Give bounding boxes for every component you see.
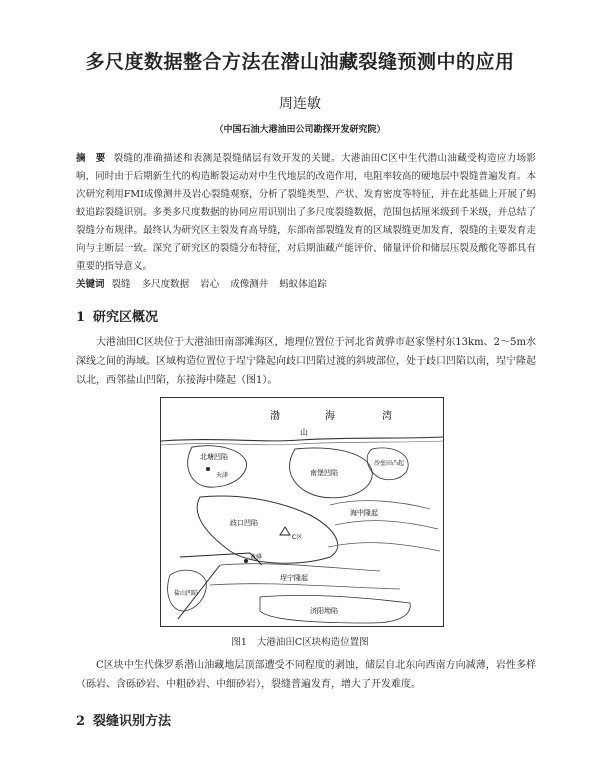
label-jiyang: 济阳坳陷 [310,607,338,615]
label-shaleitian: 沙垒田凸起 [374,460,405,467]
figure-caption [0,634,600,648]
section1-paragraph-2: C区块中生代侏罗系潜山油藏地层顶部遭受不同程度的剥蚀，储层自北东向西南方向减薄，岩性多样（砾岩、含砾砂岩、中粗砂岩、中细砂岩），裂缝普遍发育，增大了开发难度。 [76,660,536,690]
label-haizhong: 海中隆起 [350,509,378,517]
label-shan: 山 [300,428,308,437]
keyword: 多尺度数据 [141,279,190,290]
section-number: 1 [76,310,86,325]
keyword: 成像测井 [230,279,269,290]
structure-map [160,397,444,627]
abstract [76,150,536,276]
label-tianjin: 天津 [216,472,229,479]
section-title: 裂缝识别方法 [93,714,172,729]
keywords [76,276,536,290]
keywords-label: 关键词 [76,279,105,290]
affiliation: （中国石油大港油田公司勘探开发研究院） [214,125,386,135]
label-czone: C区 [292,534,303,541]
section-number: 2 [76,714,86,729]
abstract-label: 摘 要 [76,153,106,164]
section1-paragraph: 大港油田C区块位于大港油田南部滩海区，地理位置位于河北省黄骅市赵家堡村东13km、2～5m水深线之间的海域。区域构造位置位于埕宁隆起向歧口凹陷过渡的斜坡部位，处于歧口凹陷以南，埕宁隆起以北，西邻盐山凹陷，东接海中隆起（图1）。 [76,337,536,386]
city-dot [244,559,248,563]
section-heading-2 [76,710,171,729]
label-huanghua: 黄骅 [250,554,263,561]
paper-title: 多尺度数据整合方法在潜山油藏裂缝预测中的应用 [85,51,515,73]
label-wan: 湾 [382,411,392,422]
label-qikou: 歧口凹陷 [230,519,258,527]
label-chengning: 埕宁隆起 [280,574,308,582]
section-title: 研究区概况 [93,310,159,325]
label-hai: 海 [325,411,335,422]
keyword: 蚂蚁体追踪 [279,279,327,290]
abstract-text: 裂缝的准确描述和表测是裂缝储层有效开发的关键。大港油田C区中生代潜山油藏受构造应力场影响，同时由于后期新生代的构造断裂运动对中生代地层的改造作用，电阻率较高的硬地层中裂缝普遍发育。本次研究利用FMI成像测井及岩心裂缝观察，分析了裂缝类型、产状、发育密度等特征，并在此基础上开展了蚂蚁追踪裂缝识别。多类多尺度数据的协同应用识别出了多尺度裂缝数据，范围包括厘米级到千米级，并总结了裂缝分布规律。最终认为研究区主裂发育高导缝，东部南部裂缝发育的区域裂缝更加发育，裂缝的主要发育走向与主断层一致。深究了研究区的裂缝分布特征，对后期油藏产能评价、储量评价和储层压裂及酸化等都具有重要的指导意义。 [76,153,536,272]
label-nanbao: 南堡凹陷 [310,469,338,477]
city-dot [206,467,210,471]
author-name: 周连敏 [279,96,321,112]
section-heading-1 [76,306,158,325]
keyword: 岩心 [200,279,220,290]
figure-caption-text: 大港油田C区块构造位置图 [256,637,369,648]
keyword: 裂缝 [111,279,131,290]
label-bohai: 渤 [270,411,280,422]
label-beitang: 北塘凹陷 [200,453,228,461]
figure-number: 图1 [231,637,247,648]
figure-1 [160,397,444,627]
label-yanshan: 盐山凹陷 [174,590,199,597]
